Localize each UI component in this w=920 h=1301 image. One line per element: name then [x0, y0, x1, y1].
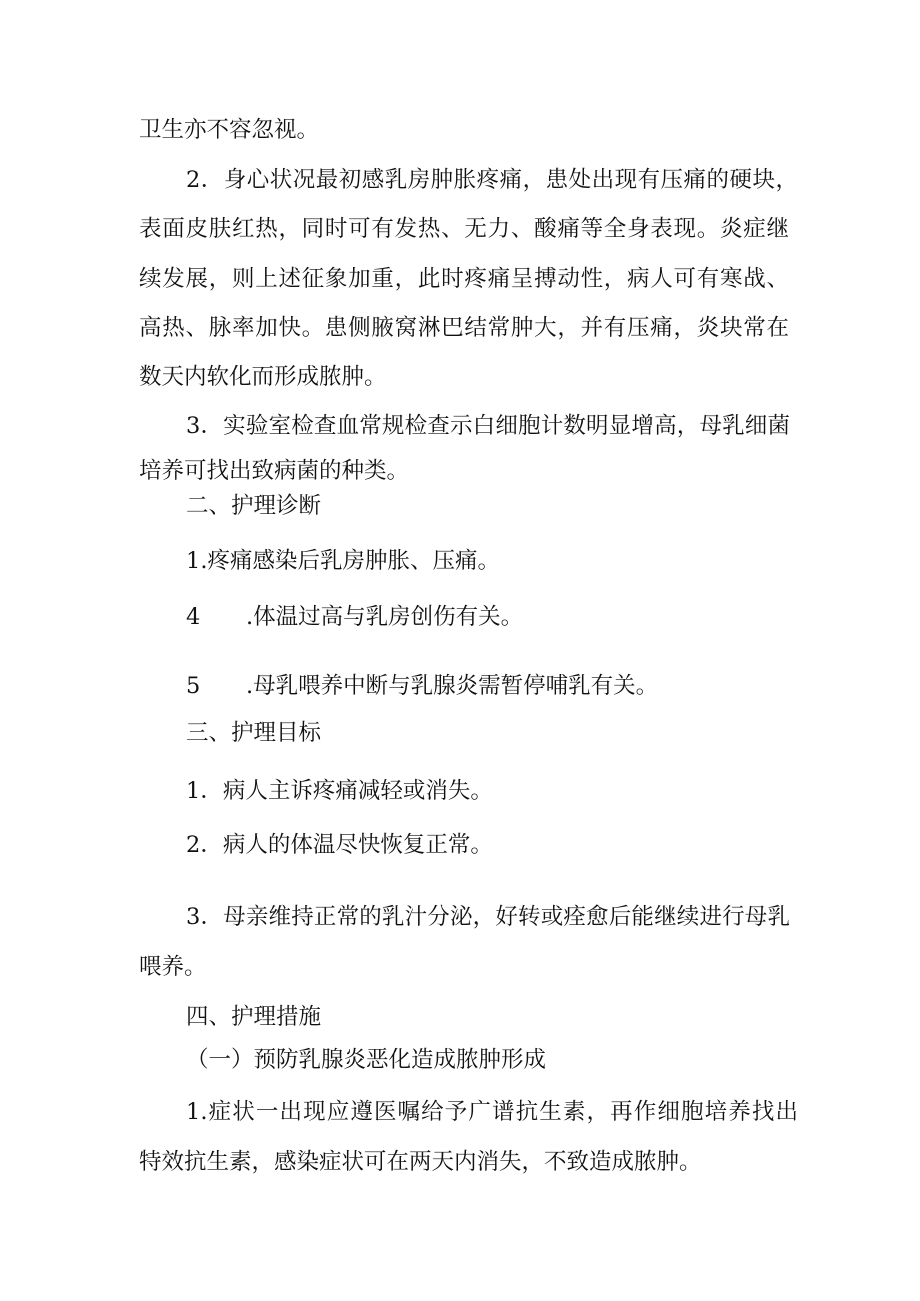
section-heading: 二、护理诊断: [186, 493, 322, 519]
paragraph-line: 数天内软化而形成脓肿。: [139, 364, 387, 390]
paragraph-line: 特效抗生素，感染症状可在两天内消失，不致造成脓肿。: [139, 1149, 702, 1175]
list-item: 1．病人主诉疼痛减轻或消失。: [186, 778, 493, 804]
paragraph-line: 1.症状一出现应遵医嘱给予广谱抗生素，再作细胞培养找出: [186, 1099, 798, 1125]
paragraph-line: 卫生亦不容忽视。: [139, 117, 320, 143]
paragraph-line: 3．母亲维持正常的乳汁分泌，好转或痊愈后能继续进行母乳: [186, 904, 790, 930]
paragraph-line: 续发展，则上述征象加重，此时疼痛呈搏动性，病人可有寒战、: [139, 266, 789, 292]
list-item: [186, 671, 658, 701]
section-heading: 三、护理目标: [186, 720, 322, 746]
list-item: [186, 602, 523, 632]
subsection-heading: （一）预防乳腺炎恶化造成脓肿形成: [186, 1047, 547, 1073]
list-item-number: 5: [186, 673, 201, 699]
paragraph-line: 高热、脉率加快。患侧腋窝淋巴结常肿大，并有压痛，炎块常在: [139, 315, 789, 341]
list-item-text: .体温过高与乳房创伤有关。: [246, 604, 524, 630]
paragraph-line: 3．实验室检查血常规检查示白细胞计数明显增高，母乳细菌: [186, 413, 790, 439]
paragraph-line: 表面皮肤红热，同时可有发热、无力、酸痛等全身表现。炎症继: [139, 216, 789, 242]
list-item-number: 4: [186, 604, 201, 630]
paragraph-line: 喂养。: [139, 954, 207, 980]
paragraph-line: 培养可找出致病菌的种类。: [139, 458, 410, 484]
list-item: 2．病人的体温尽快恢复正常。: [186, 832, 493, 858]
paragraph-line: 2．身心状况最初感乳房肿胀疼痛，患处出现有压痛的硬块，: [186, 167, 798, 193]
list-item: 1.疼痛感染后乳房肿胀、压痛。: [186, 548, 500, 574]
section-heading: 四、护理措施: [186, 1004, 322, 1030]
list-item-text: .母乳喂养中断与乳腺炎需暂停哺乳有关。: [246, 673, 659, 699]
